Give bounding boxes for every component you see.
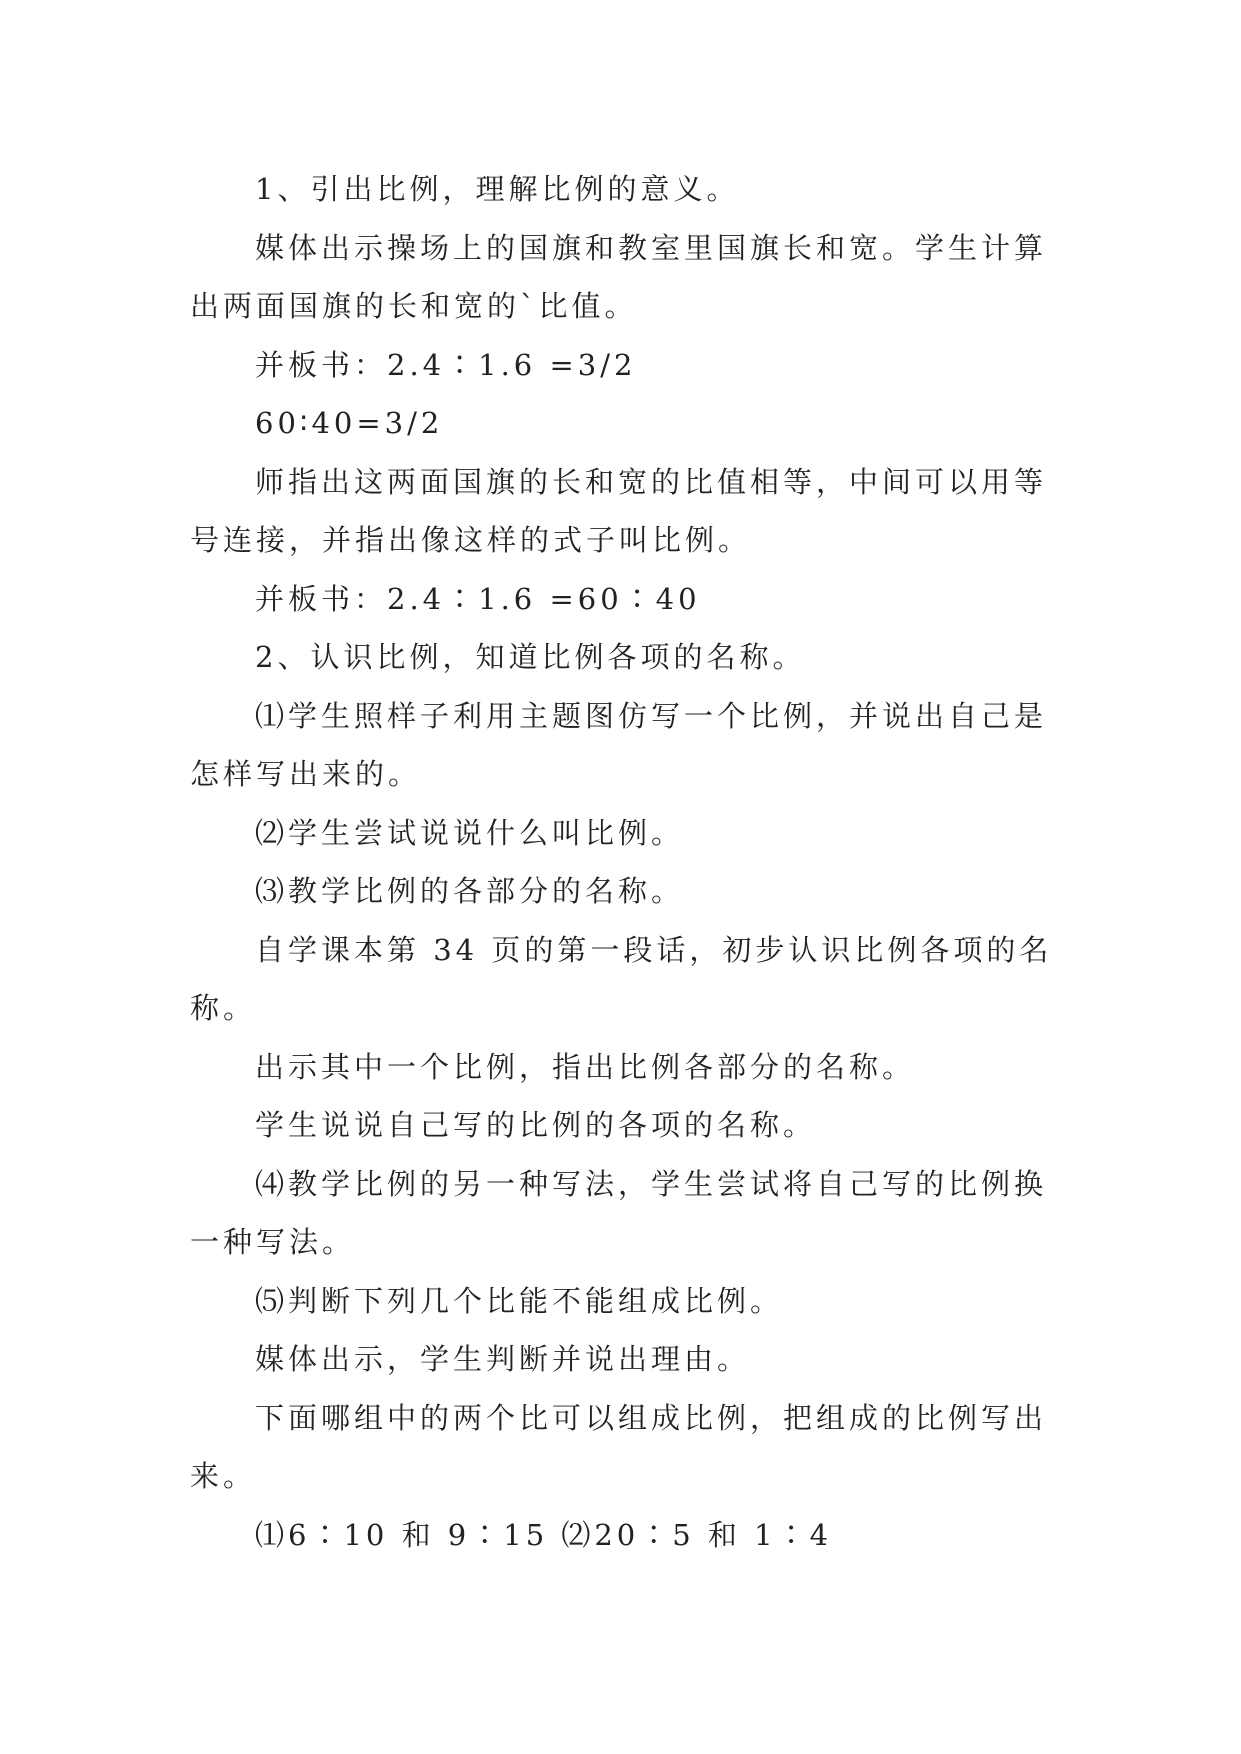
paragraph-2: 媒体出示操场上的国旗和教室里国旗长和宽。学生计算出两面国旗的长和宽的`比值。 xyxy=(190,230,1048,323)
paragraph-14: ⑷教学比例的另一种写法，学生尝试将自己写的比例换一种写法。 xyxy=(190,1166,1048,1259)
paragraph-5: 师指出这两面国旗的长和宽的比值相等，中间可以用等号连接，并指出像这样的式子叫比例。 xyxy=(190,464,1048,557)
paragraph-6: 并板书：2.4∶1.6 =60∶40 xyxy=(255,581,701,616)
paragraph-7: 2、认识比例，知道比例各项的名称。 xyxy=(255,640,806,674)
paragraph-11: 自学课本第 34 页的第一段话，初步认识比例各项的名称。 xyxy=(190,932,1053,1025)
paragraph-1: 1、引出比例，理解比例的意义。 xyxy=(255,172,740,206)
paragraph-13: 学生说说自己写的比例的各项的名称。 xyxy=(255,1108,817,1142)
paragraph-9: ⑵学生尝试说说什么叫比例。 xyxy=(255,815,685,850)
document-body xyxy=(190,160,1060,1564)
paragraph-8: ⑴学生照样子利用主题图仿写一个比例，并说出自己是怎样写出来的。 xyxy=(190,698,1048,791)
paragraph-4: 60∶40=3/2 xyxy=(255,406,444,440)
paragraph-18: ⑴6∶10 和 9∶15 ⑵20∶5 和 1∶4 xyxy=(255,1517,833,1552)
paragraph-12: 出示其中一个比例，指出比例各部分的名称。 xyxy=(255,1049,916,1084)
paragraph-17: 下面哪组中的两个比可以组成比例，把组成的比例写出来。 xyxy=(190,1400,1048,1493)
paragraph-3: 并板书：2.4∶1.6 =3/2 xyxy=(255,347,637,382)
paragraph-15: ⑸判断下列几个比能不能组成比例。 xyxy=(255,1283,784,1318)
paragraph-10: ⑶教学比例的各部分的名称。 xyxy=(255,874,685,908)
paragraph-16: 媒体出示，学生判断并说出理由。 xyxy=(255,1342,751,1376)
